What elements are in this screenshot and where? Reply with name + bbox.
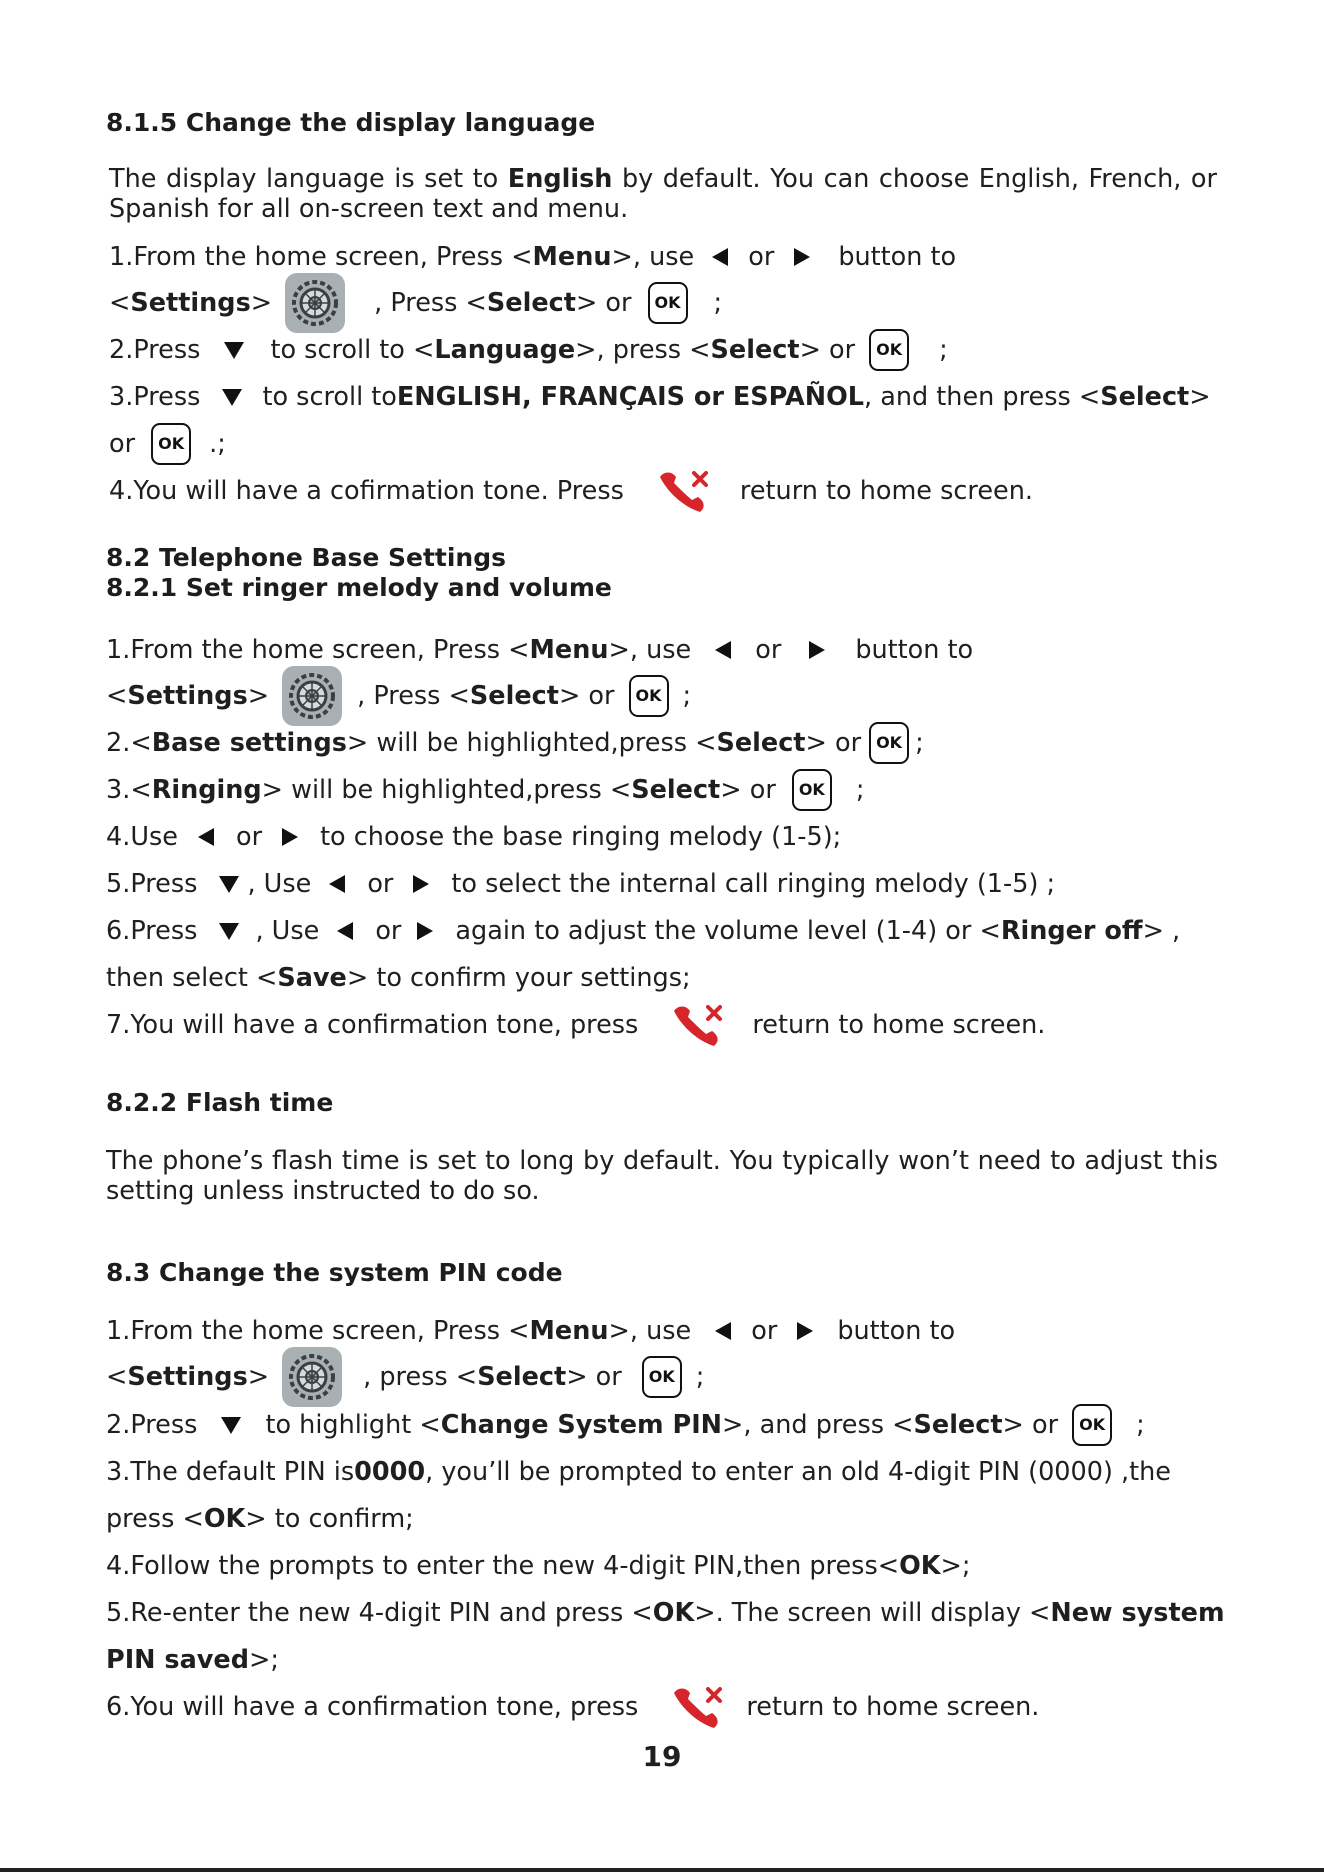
step-text: , Use xyxy=(255,916,320,946)
ok-key-icon: OK xyxy=(1072,1404,1112,1446)
step-text: or xyxy=(235,822,263,852)
step-line xyxy=(109,234,956,280)
step-text: Select xyxy=(1100,382,1190,412)
step-text: 1.From the home screen, Press < xyxy=(109,242,533,272)
step-text: 5.Press xyxy=(106,869,198,899)
step-line xyxy=(106,955,691,1001)
step-text: return to home screen. xyxy=(746,1692,1040,1722)
step-text: > or xyxy=(558,681,615,711)
step-line xyxy=(106,720,924,766)
step-text: ; xyxy=(939,335,948,365)
step-text: or xyxy=(109,429,136,459)
step-text: OK xyxy=(203,1504,246,1534)
step-text: < xyxy=(106,1362,128,1392)
step-text: PIN saved xyxy=(106,1645,249,1675)
step-text: > will be highlighted,press < xyxy=(346,728,717,758)
step-line xyxy=(109,327,948,373)
step-text: .; xyxy=(209,429,226,459)
intro-paragraph: The display language is set to English by default. You can choose English, French, or Spanish for all on-screen text and menu. xyxy=(109,164,1217,224)
step-text: < xyxy=(106,681,128,711)
settings-gear-icon xyxy=(284,272,346,334)
step-text: return to home screen. xyxy=(752,1010,1046,1040)
step-text: ; xyxy=(915,728,924,758)
step-text: > or xyxy=(575,288,632,318)
step-text: ; xyxy=(1136,1410,1145,1440)
step-text: or xyxy=(748,242,775,272)
step-text: then select < xyxy=(106,963,278,993)
end-call-icon xyxy=(654,467,710,515)
step-line xyxy=(106,627,973,673)
step-text: >, use xyxy=(608,1316,692,1346)
down-arrow-icon xyxy=(222,389,242,406)
step-text: , Use xyxy=(247,869,312,899)
left-arrow-icon xyxy=(337,922,353,940)
step-text: return to home screen. xyxy=(739,476,1033,506)
ok-key-icon: OK xyxy=(642,1356,682,1398)
ok-key-icon: OK xyxy=(869,329,909,371)
step-text: > to confirm; xyxy=(245,1504,414,1534)
step-text: >. The screen will display < xyxy=(694,1598,1051,1628)
step-text: 4.Use xyxy=(106,822,178,852)
step-text: 4.You will have a cofirmation tone. Press xyxy=(109,476,624,506)
step-text: press < xyxy=(106,1504,204,1534)
down-arrow-icon xyxy=(221,1417,241,1434)
section-heading-8-1-5: 8.1.5 Change the display language xyxy=(106,108,596,137)
step-text: 4.Follow the prompts to enter the new 4-digit PIN,then press< xyxy=(106,1551,900,1581)
step-text: >, use xyxy=(611,242,695,272)
step-text: OK xyxy=(652,1598,695,1628)
step-text: , and then press < xyxy=(864,382,1101,412)
step-text: ENGLISH, FRANÇAIS or ESPAÑOL xyxy=(396,382,864,412)
step-line xyxy=(109,374,1211,420)
step-line xyxy=(106,908,1180,954)
step-text: > xyxy=(1189,382,1211,412)
step-text: or xyxy=(367,869,394,899)
step-text: >, press < xyxy=(575,335,711,365)
section-heading-8-3: 8.3 Change the system PIN code xyxy=(106,1258,563,1287)
section-heading-8-2-2: 8.2.2 Flash time xyxy=(106,1088,334,1117)
ok-key-icon: OK xyxy=(648,282,688,324)
step-text: New system xyxy=(1050,1598,1225,1628)
step-text: 0000 xyxy=(354,1457,426,1487)
step-text: > or xyxy=(1002,1410,1059,1440)
step-text: 1.From the home screen, Press < xyxy=(106,635,530,665)
step-text: 2.Press xyxy=(106,1410,198,1440)
step-text: Select xyxy=(469,681,559,711)
end-call-icon xyxy=(668,1683,724,1731)
step-text: > or xyxy=(720,775,776,805)
step-text: to highlight < xyxy=(265,1410,441,1440)
step-text: > to confirm your settings; xyxy=(346,963,691,993)
left-arrow-icon xyxy=(329,875,345,893)
end-call-icon xyxy=(668,1001,724,1049)
ok-key-icon: OK xyxy=(869,722,909,764)
step-text: again to adjust the volume level (1-4) or < xyxy=(455,916,1001,946)
step-text: 7.You will have a confirmation tone, press xyxy=(106,1010,639,1040)
bottom-divider xyxy=(0,1868,1324,1872)
step-text: to scroll to < xyxy=(270,335,435,365)
step-text: to choose the base ringing melody (1-5); xyxy=(320,822,842,852)
step-text: > xyxy=(250,288,273,318)
step-text: 2.Press xyxy=(109,335,201,365)
step-text: , you’ll be prompted to enter an old 4-digit PIN (0000) ,the xyxy=(425,1457,1171,1487)
step-line xyxy=(106,1002,1045,1048)
step-text: , Press < xyxy=(357,681,470,711)
step-text: Save xyxy=(277,963,347,993)
step-text: Settings xyxy=(130,288,251,318)
step-text: Select xyxy=(710,335,800,365)
step-text: , Press < xyxy=(374,288,487,318)
step-text: Select xyxy=(716,728,806,758)
step-line xyxy=(106,861,1055,907)
left-arrow-icon xyxy=(715,641,731,659)
step-text: Settings xyxy=(127,681,248,711)
step-text: or xyxy=(751,1316,778,1346)
step-line xyxy=(106,1402,1145,1448)
right-arrow-icon xyxy=(282,828,298,846)
step-text: Ringer off xyxy=(1000,916,1143,946)
step-text: > or xyxy=(566,1362,622,1392)
step-text: Settings xyxy=(127,1362,248,1392)
step-text: Menu xyxy=(529,635,609,665)
step-text: 6.Press xyxy=(106,916,198,946)
step-text: or xyxy=(375,916,402,946)
step-text: 3.< xyxy=(106,775,152,805)
step-text: ; xyxy=(713,288,723,318)
step-text: , press < xyxy=(363,1362,478,1392)
step-text: to select the internal call ringing melody (1-5) ; xyxy=(451,869,1056,899)
down-arrow-icon xyxy=(219,876,239,893)
settings-gear-icon xyxy=(281,665,343,727)
step-line xyxy=(106,1543,971,1589)
ok-key-icon: OK xyxy=(629,675,669,717)
ok-key-icon: OK xyxy=(792,769,832,811)
step-line xyxy=(109,468,1033,514)
step-text: Ringing xyxy=(151,775,262,805)
step-line xyxy=(106,1496,414,1542)
ok-key-icon: OK xyxy=(151,423,191,465)
step-text: or xyxy=(755,635,782,665)
step-text: Menu xyxy=(529,1316,609,1346)
step-text: OK xyxy=(899,1551,941,1581)
step-line xyxy=(106,673,691,719)
step-line xyxy=(106,1637,279,1683)
settings-gear-icon xyxy=(281,1346,343,1408)
step-text: ; xyxy=(682,681,692,711)
step-text: Menu xyxy=(532,242,612,272)
step-text: 3.Press xyxy=(109,382,201,412)
step-text: 6.You will have a confirmation tone, press xyxy=(106,1692,639,1722)
step-text: < xyxy=(109,288,131,318)
flash-time-paragraph: The phone’s flash time is set to long by default. You typically won’t need to adjust this setting unless instructed to do so. xyxy=(106,1146,1218,1206)
step-text: Language xyxy=(434,335,576,365)
step-text: Select xyxy=(477,1362,567,1392)
left-arrow-icon xyxy=(715,1322,731,1340)
step-text: Base settings xyxy=(151,728,347,758)
step-line xyxy=(109,421,226,467)
step-text: button to xyxy=(837,1316,956,1346)
down-arrow-icon xyxy=(224,342,244,359)
step-line xyxy=(106,1449,1171,1495)
step-text: 1.From the home screen, Press < xyxy=(106,1316,530,1346)
step-text: >, use xyxy=(608,635,692,665)
step-text: Change System PIN xyxy=(440,1410,723,1440)
page-number: 19 xyxy=(642,1740,682,1773)
right-arrow-icon xyxy=(417,922,433,940)
left-arrow-icon xyxy=(712,248,728,266)
step-text: button to xyxy=(855,635,974,665)
right-arrow-icon xyxy=(413,875,429,893)
section-heading-8-2-1: 8.2.1 Set ringer melody and volume xyxy=(106,573,612,602)
step-line xyxy=(106,767,864,813)
step-text: Select xyxy=(913,1410,1003,1440)
step-line xyxy=(109,280,722,326)
step-text: > xyxy=(247,1362,270,1392)
step-line xyxy=(106,814,841,860)
step-text: >; xyxy=(940,1551,971,1581)
right-arrow-icon xyxy=(797,1322,813,1340)
step-text: 5.Re-enter the new 4-digit PIN and press < xyxy=(106,1598,653,1628)
right-arrow-icon xyxy=(794,248,810,266)
left-arrow-icon xyxy=(198,828,214,846)
step-text: Select xyxy=(486,288,576,318)
down-arrow-icon xyxy=(219,923,239,940)
step-line xyxy=(106,1590,1225,1636)
step-line xyxy=(106,1354,704,1400)
step-text: Select xyxy=(631,775,721,805)
step-line xyxy=(106,1308,955,1354)
step-text: button to xyxy=(838,242,957,272)
step-text: > or xyxy=(805,728,862,758)
step-text: 3.The default PIN is xyxy=(106,1457,355,1487)
step-text: > xyxy=(247,681,270,711)
step-text: >, and press < xyxy=(722,1410,914,1440)
step-text: > will be highlighted,press < xyxy=(261,775,632,805)
step-text: to scroll to xyxy=(262,382,397,412)
right-arrow-icon xyxy=(809,641,825,659)
section-heading-8-2: 8.2 Telephone Base Settings xyxy=(106,543,506,572)
step-text: >; xyxy=(248,1645,279,1675)
step-text: ; xyxy=(695,1362,705,1392)
step-text: > or xyxy=(799,335,856,365)
step-text: > , xyxy=(1142,916,1181,946)
step-line xyxy=(106,1684,1039,1730)
step-text: 2.< xyxy=(106,728,152,758)
step-text: ; xyxy=(855,775,865,805)
